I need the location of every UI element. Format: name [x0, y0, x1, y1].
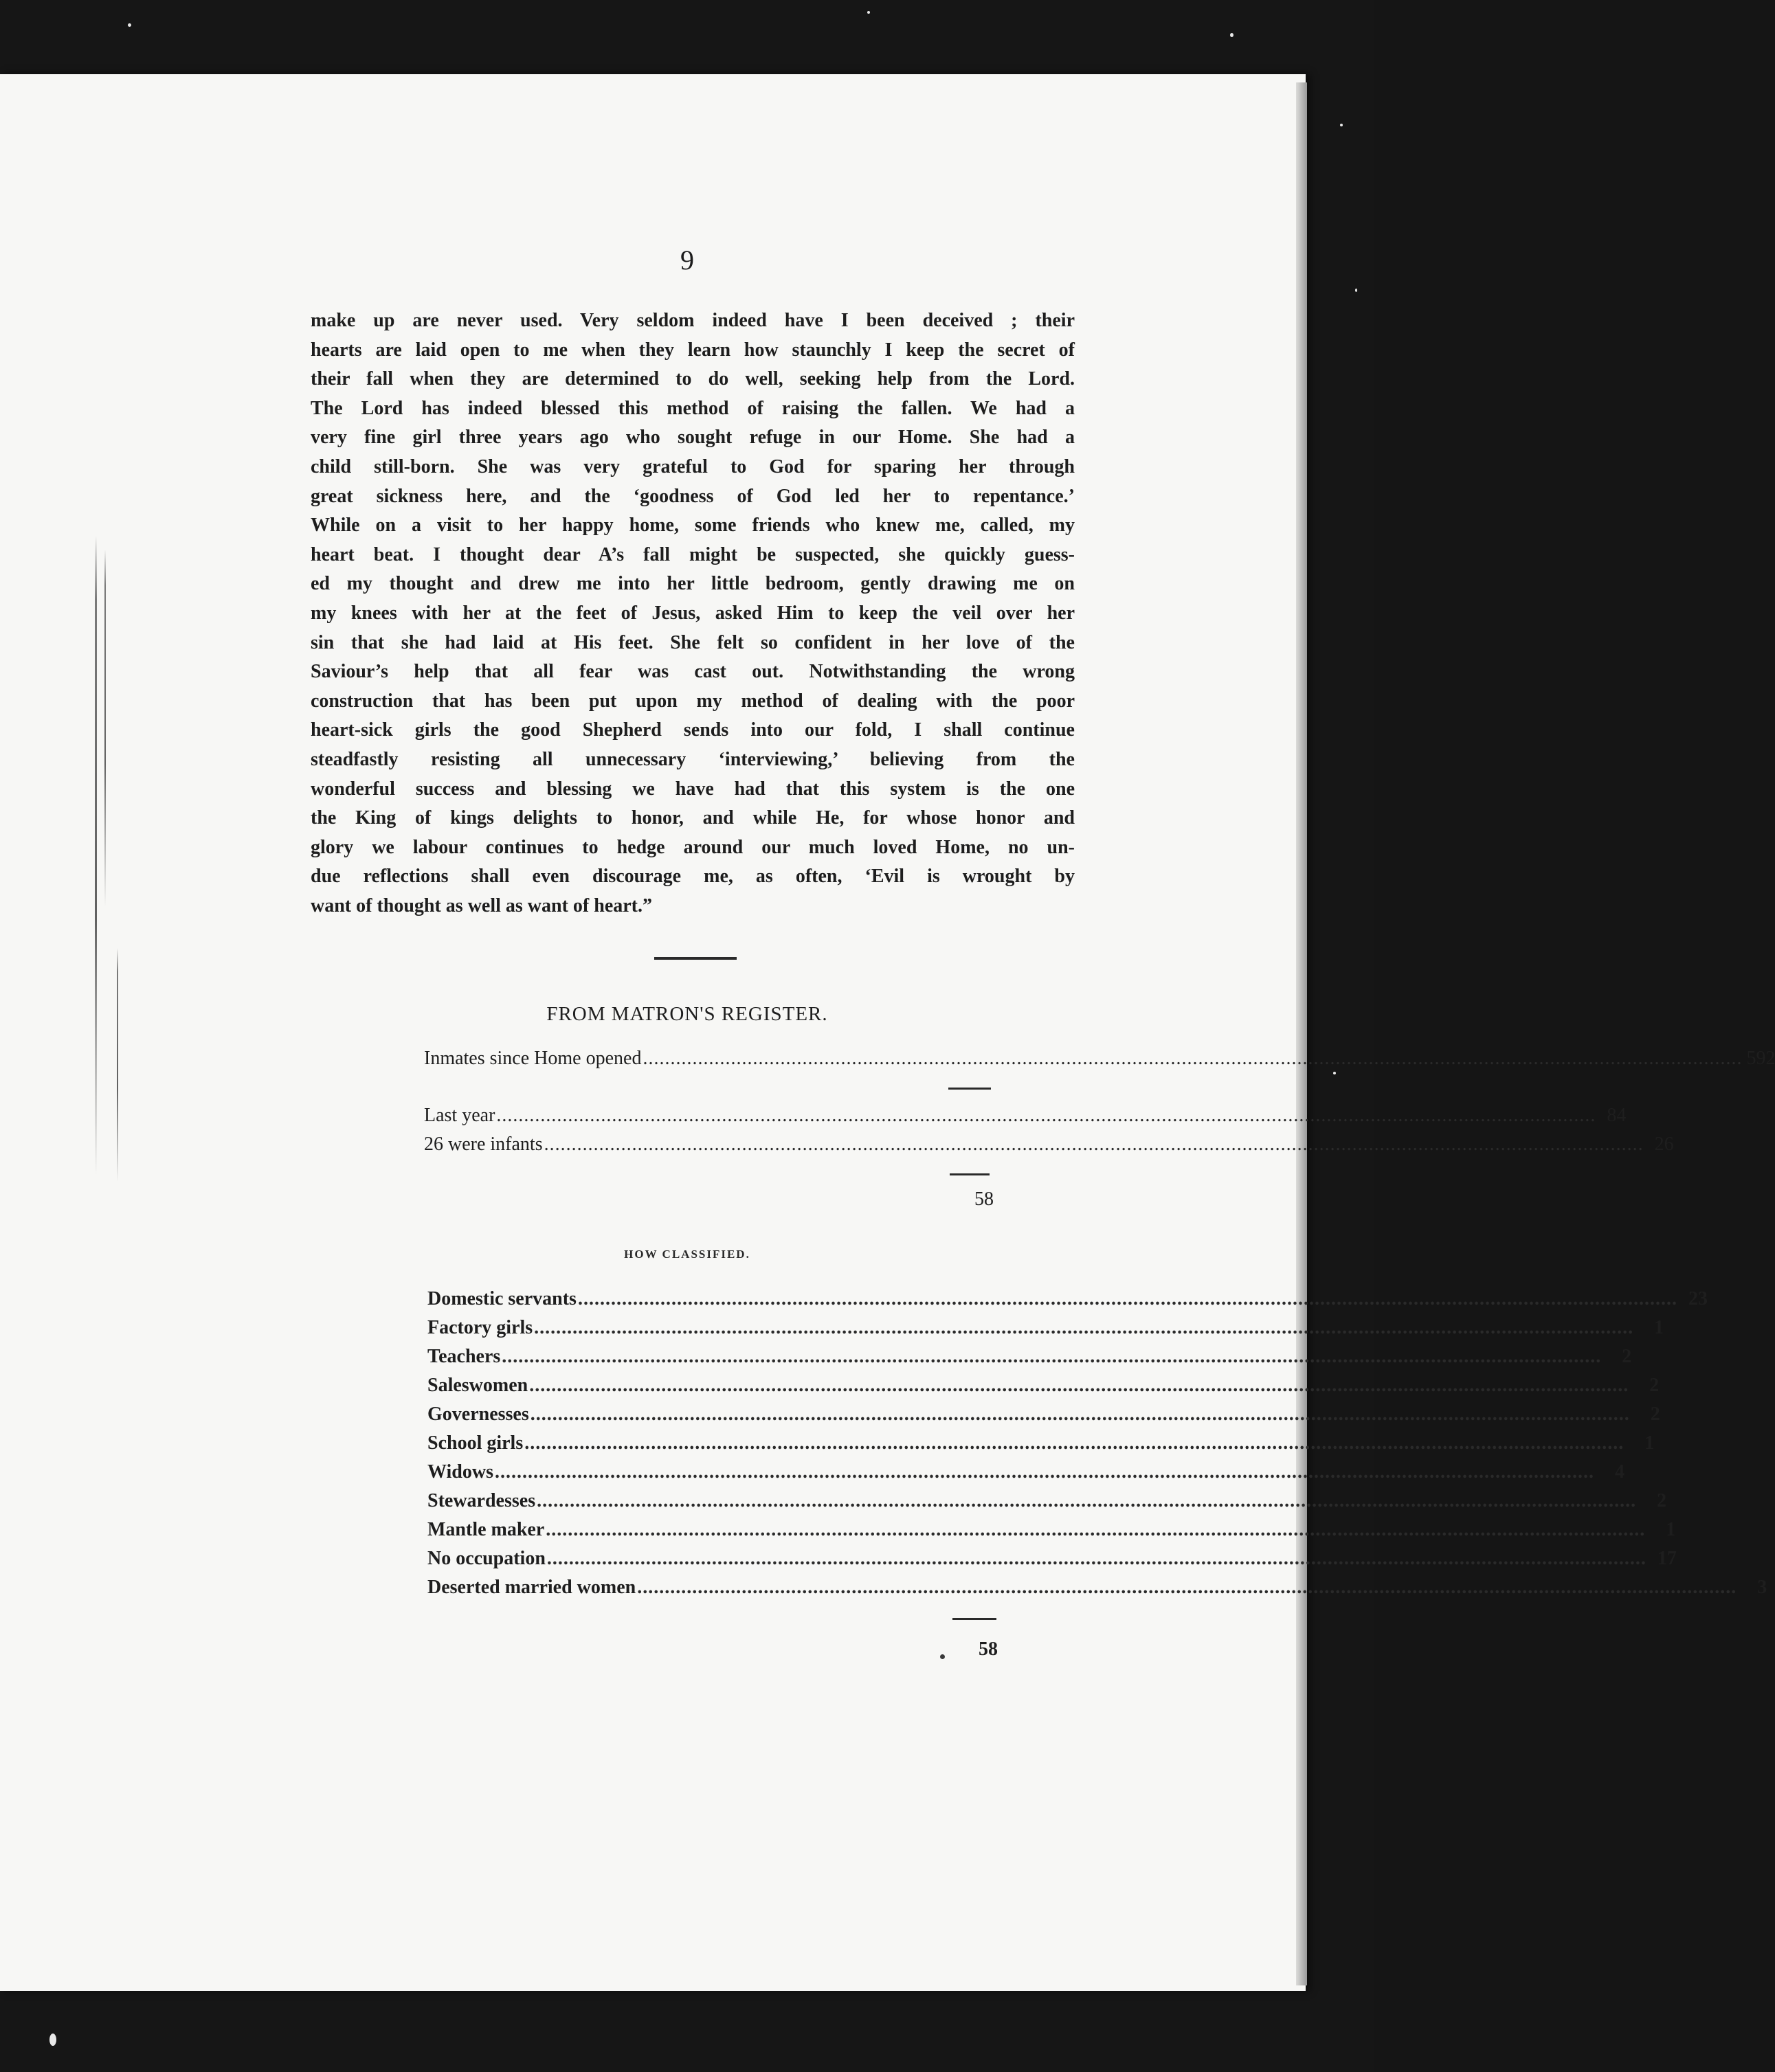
register-value: 26 — [1654, 1134, 1674, 1155]
register-row — [424, 1130, 1674, 1159]
body-line: their fall when they are determined to do well, seeking help from the Lord. — [311, 368, 1075, 390]
classified-row — [427, 1458, 1625, 1487]
register-label: 26 were infants — [424, 1134, 543, 1155]
classified-value: 1 — [1666, 1519, 1676, 1540]
classified-value: 2 — [1650, 1404, 1660, 1425]
classified-label: Saleswomen — [427, 1375, 528, 1396]
dust-speck — [1340, 124, 1343, 126]
register-row — [424, 1101, 1627, 1130]
binding-crease — [104, 550, 106, 907]
body-line: child still-born. She was very grateful to God for sparing her through — [311, 455, 1075, 477]
body-paragraph — [311, 306, 1075, 921]
body-line: due reflections shall even discourage me, as often, ‘Evil is wrought by — [311, 866, 1075, 888]
leader-dots: ........................................................................................................................................................................................................ — [494, 1461, 1594, 1483]
body-line: ed my thought and drew me into her little bedroom, gently drawing me on — [311, 573, 1075, 595]
dust-speck — [867, 11, 870, 14]
body-line: sin that she had laid at His feet. She felt so confident in her love of the — [311, 631, 1075, 653]
page-number: 9 — [680, 245, 694, 275]
classified-row — [427, 1487, 1667, 1516]
leader-dots: ........................................................................................................................................................................................................ — [534, 1317, 1634, 1338]
classified-row — [427, 1573, 1767, 1602]
binding-crease — [95, 536, 97, 1175]
classified-label: Governesses — [427, 1404, 529, 1425]
body-line: steadfastly resisting all unnecessary ‘interviewing,’ believing from the — [311, 748, 1075, 770]
register-table — [424, 1044, 1775, 1073]
register-row — [424, 1044, 1775, 1073]
leader-dots: ........................................................................................................................................................................................................ — [529, 1375, 1629, 1396]
sum-rule — [950, 1173, 990, 1175]
body-line: Saviour’s help that all fear was cast out. Notwithstanding the wrong — [311, 661, 1075, 683]
register-table — [424, 1101, 1674, 1159]
body-line: wonderful success and blessing we have had that this system is the one — [311, 778, 1075, 800]
classified-row — [427, 1516, 1676, 1544]
leader-dots: ........................................................................................................................................................................................................ — [496, 1105, 1596, 1126]
body-line: heart-sick girls the good Shepherd sends into our fold, I shall continue — [311, 719, 1075, 741]
classified-total: 58 — [979, 1639, 998, 1660]
body-line: great sickness here, and the ‘goodness of God led her to repentance.’ — [311, 485, 1075, 507]
leader-dots: ........................................................................................................................................................................................................ — [546, 1548, 1646, 1569]
register-subtotal: 58 — [974, 1189, 994, 1210]
dust-speck — [1355, 289, 1357, 292]
classified-label: Mantle maker — [427, 1519, 545, 1540]
classified-label: Factory girls — [427, 1317, 533, 1338]
binding-crease — [117, 948, 118, 1182]
classified-label: Widows — [427, 1461, 493, 1483]
leader-dots: ........................................................................................................................................................................................................ — [524, 1432, 1625, 1454]
dust-speck — [1230, 33, 1233, 37]
classified-label: School girls — [427, 1432, 524, 1454]
register-label: Inmates since Home opened — [424, 1048, 642, 1069]
classified-value: 17 — [1657, 1548, 1677, 1569]
sum-rule — [952, 1618, 996, 1620]
body-line: heart beat. I thought dear A’s fall might be suspected, she quickly guess- — [311, 543, 1075, 565]
body-line: While on a visit to her happy home, some friends who knew me, called, my — [311, 515, 1075, 537]
classified-label: Teachers — [427, 1346, 501, 1367]
classified-label: Domestic servants — [427, 1288, 577, 1309]
classified-label: Stewardesses — [427, 1490, 536, 1511]
register-value: 84 — [1607, 1105, 1627, 1126]
leader-dots: ........................................................................................................................................................................................................ — [544, 1134, 1644, 1155]
leader-dots: ........................................................................................................................................................................................................ — [530, 1404, 1630, 1425]
dust-speck — [128, 23, 131, 27]
register-label: Last year — [424, 1105, 495, 1126]
leader-dots: ........................................................................................................................................................................................................ — [577, 1288, 1677, 1309]
leader-dots: ........................................................................................................................................................................................................ — [637, 1577, 1737, 1598]
body-line: hearts are laid open to me when they learn how staunchly I keep the secret of — [311, 339, 1075, 361]
body-line: make up are never used. Very seldom indeed have I been deceived ; their — [311, 310, 1075, 331]
dust-speck — [49, 2034, 56, 2046]
classified-value: 23 — [1688, 1288, 1708, 1309]
body-line: glory we labour continues to hedge around our much loved Home, no un- — [311, 836, 1075, 858]
classified-label: Deserted married women — [427, 1577, 636, 1598]
classified-value: 3 — [1757, 1577, 1767, 1598]
classified-row — [427, 1342, 1632, 1371]
leader-dots: ........................................................................................................................................................................................................ — [537, 1490, 1637, 1511]
register-value: 592 — [1746, 1048, 1775, 1069]
classified-row — [427, 1544, 1677, 1573]
body-line: want of thought as well as want of heart.” — [311, 894, 652, 916]
page-edge — [1296, 82, 1307, 1985]
leader-dots: ........................................................................................................................................................................................................ — [502, 1346, 1602, 1367]
body-line: the King of kings delights to honor, and while He, for whose honor and — [311, 807, 1075, 829]
classified-value: 2 — [1649, 1375, 1660, 1396]
classified-row — [427, 1314, 1664, 1342]
body-line: my knees with her at the feet of Jesus, asked Him to keep the veil over her — [311, 602, 1075, 624]
section-divider — [654, 957, 737, 960]
register-heading: FROM MATRON'S REGISTER. — [546, 1003, 828, 1025]
sum-rule — [948, 1088, 991, 1090]
classified-row — [427, 1429, 1655, 1458]
classified-row — [427, 1400, 1660, 1429]
classified-label: No occupation — [427, 1548, 546, 1569]
body-line: construction that has been put upon my method of dealing with the poor — [311, 690, 1075, 712]
classified-row — [427, 1285, 1708, 1314]
classified-table — [427, 1285, 1767, 1602]
classified-heading: HOW CLASSIFIED. — [624, 1248, 750, 1261]
classified-value: 2 — [1657, 1490, 1667, 1511]
classified-value: 4 — [1614, 1461, 1625, 1483]
body-line: very fine girl three years ago who sought refuge in our Home. She had a — [311, 427, 1075, 449]
classified-value: 2 — [1622, 1346, 1632, 1367]
classified-value: 1 — [1654, 1317, 1664, 1338]
leader-dots: ........................................................................................................................................................................................................ — [546, 1519, 1646, 1540]
leader-dots: ........................................................................................................................................................................................................ — [643, 1048, 1743, 1069]
body-line: The Lord has indeed blessed this method of raising the fallen. We had a — [311, 397, 1075, 419]
classified-row — [427, 1371, 1660, 1400]
classified-value: 1 — [1644, 1432, 1655, 1454]
